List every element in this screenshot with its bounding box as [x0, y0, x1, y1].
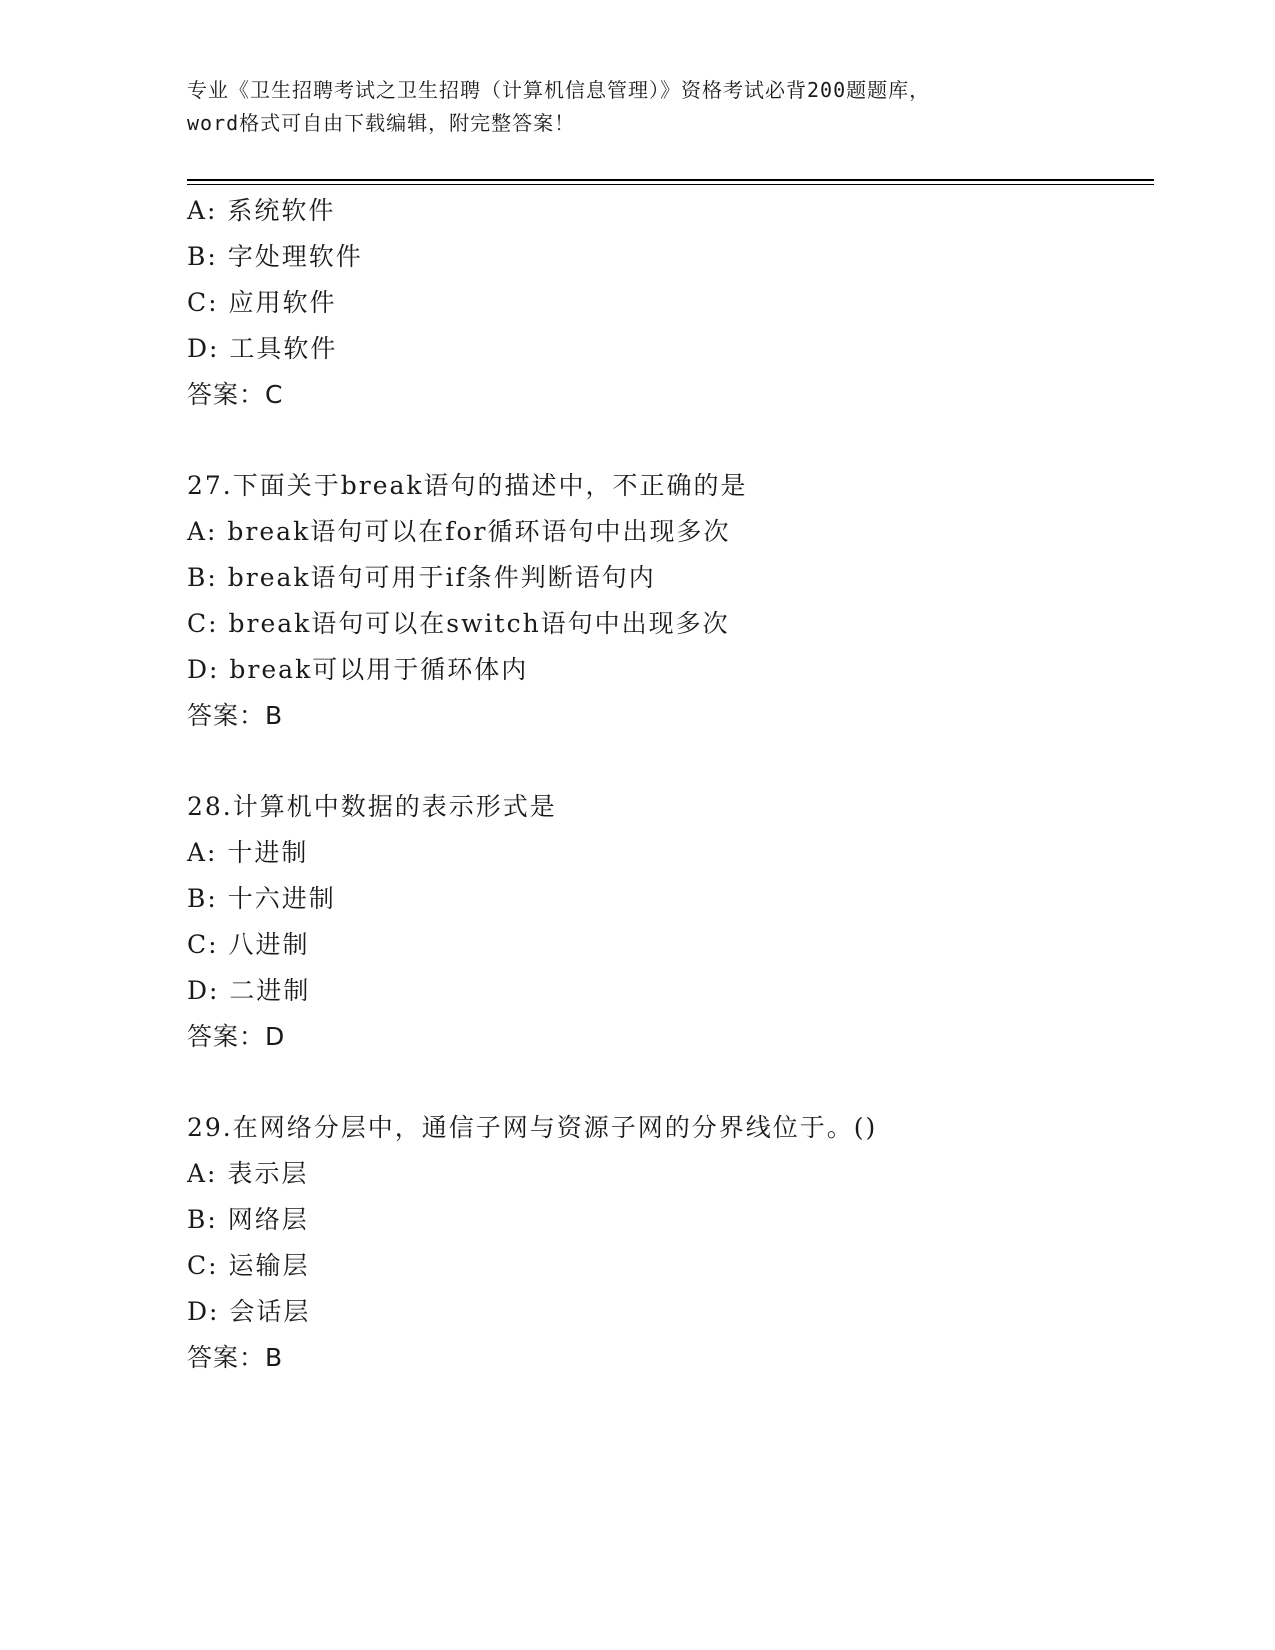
- option-a: A: break语句可以在for循环语句中出现多次: [187, 517, 731, 546]
- question-title: 28.计算机中数据的表示形式是: [187, 792, 557, 821]
- option-a: A: 十进制: [187, 838, 309, 867]
- answer-line: 答案：D: [187, 1022, 286, 1051]
- question-29: [187, 1105, 1147, 1381]
- option-d: D: break可以用于循环体内: [187, 655, 529, 684]
- header-divider-thin: [187, 184, 1154, 185]
- question-28: [187, 784, 1147, 1060]
- option-b: B: 网络层: [187, 1205, 309, 1234]
- header-line-2: word格式可自由下载编辑，附完整答案！: [187, 111, 576, 135]
- answer-line: 答案：B: [187, 701, 284, 730]
- option-c: C: 应用软件: [187, 288, 337, 317]
- question-title: 27.下面关于break语句的描述中，不正确的是: [187, 471, 748, 500]
- option-b: B: break语句可用于if条件判断语句内: [187, 563, 656, 592]
- option-b: B: 十六进制: [187, 884, 336, 913]
- option-c: C: 运输层: [187, 1251, 310, 1280]
- answer-line: 答案：C: [187, 380, 284, 409]
- option-d: D: 会话层: [187, 1297, 311, 1326]
- option-c: C: 八进制: [187, 930, 310, 959]
- question-27: [187, 463, 1147, 739]
- document-header: [187, 74, 1087, 140]
- option-d: D: 二进制: [187, 976, 311, 1005]
- header-line-1: 专业《卫生招聘考试之卫生招聘（计算机信息管理）》资格考试必背200题题库，: [187, 78, 931, 102]
- header-divider-thick: [187, 179, 1154, 181]
- question-26-fragment: [187, 188, 1147, 418]
- option-d: D: 工具软件: [187, 334, 338, 363]
- question-list: [187, 188, 1147, 1381]
- option-a: A: 系统软件: [187, 196, 336, 225]
- option-c: C: break语句可以在switch语句中出现多次: [187, 609, 730, 638]
- option-b: B: 字处理软件: [187, 242, 363, 271]
- option-a: A: 表示层: [187, 1159, 309, 1188]
- answer-line: 答案：B: [187, 1343, 284, 1372]
- question-title: 29.在网络分层中，通信子网与资源子网的分界线位于。(): [187, 1113, 878, 1142]
